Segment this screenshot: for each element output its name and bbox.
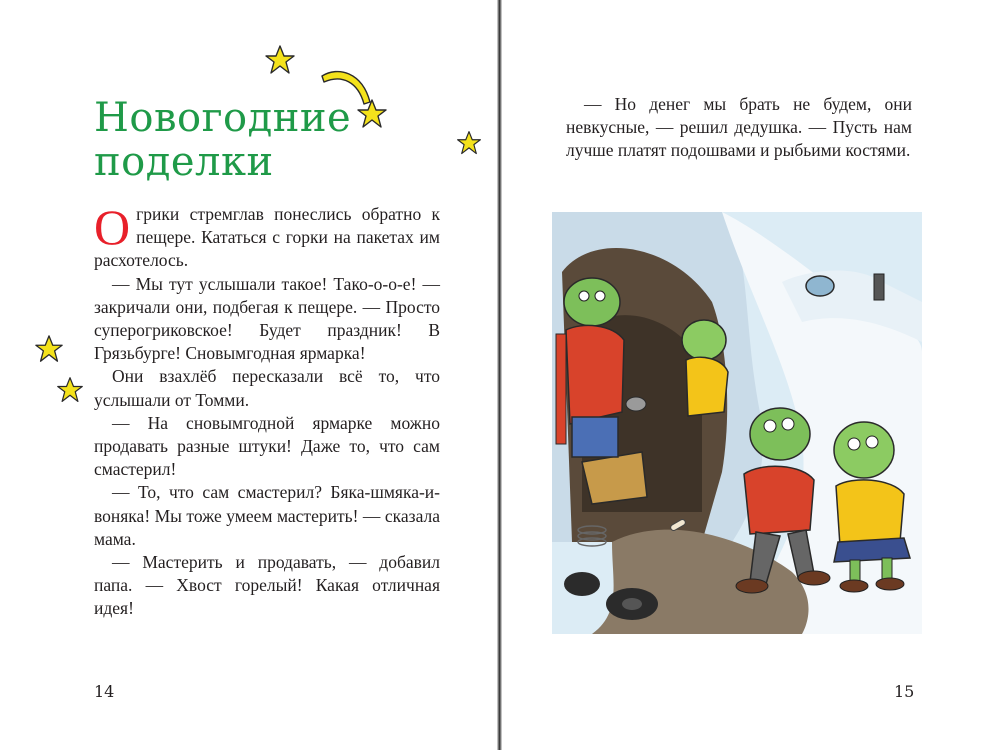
star-icon <box>34 334 64 364</box>
page-number: 14 <box>94 682 115 701</box>
drop-cap: О <box>94 199 131 255</box>
page-number: 15 <box>894 682 915 701</box>
paragraph: — То, что сам смастерил? Бяка-шмяка-и-воняка! Мы тоже умеем мастерить! — сказала мама. <box>94 482 440 549</box>
illustration-ogres-in-snow <box>552 212 922 634</box>
left-page <box>0 0 498 750</box>
chapter-title-line: Новогодние <box>94 95 352 141</box>
paragraph: — Мастерить и продавать, — добавил папа. — Хвост горелый! Какая отличная идея! <box>94 552 440 619</box>
paragraph: Они взахлёб пересказали всё то, что услышали от Томми. <box>94 366 440 410</box>
star-icon <box>56 376 84 404</box>
chapter-title <box>94 96 424 184</box>
body-text <box>566 93 912 163</box>
star-icon <box>264 44 296 76</box>
paragraph: — Но денег мы брать не будем, они невкусные, — решил дедушка. — Пусть нам лучше платят подошвами и рыбьими костями. <box>566 94 912 161</box>
paragraph <box>94 199 440 273</box>
paragraph: — Мы тут услышали такое! Тако-о-о-е! — закричали они, подбегая к пещере. — Просто суперогриковское! Будет праздник! В Грязьбурге! Сновымгодная ярмарка! <box>94 273 440 364</box>
paragraph-text: грики стремглав понеслись обратно к пещере. Кататься с горки на пакетах им расхотелось. <box>94 204 440 271</box>
paragraph: — На сновымгодной ярмарке можно продавать разные штуки! Даже то, что сам смастерил! <box>94 412 440 480</box>
body-text <box>94 199 440 621</box>
right-page <box>502 0 1000 750</box>
star-icon <box>456 130 482 156</box>
chapter-title-line: поделки <box>94 139 274 185</box>
